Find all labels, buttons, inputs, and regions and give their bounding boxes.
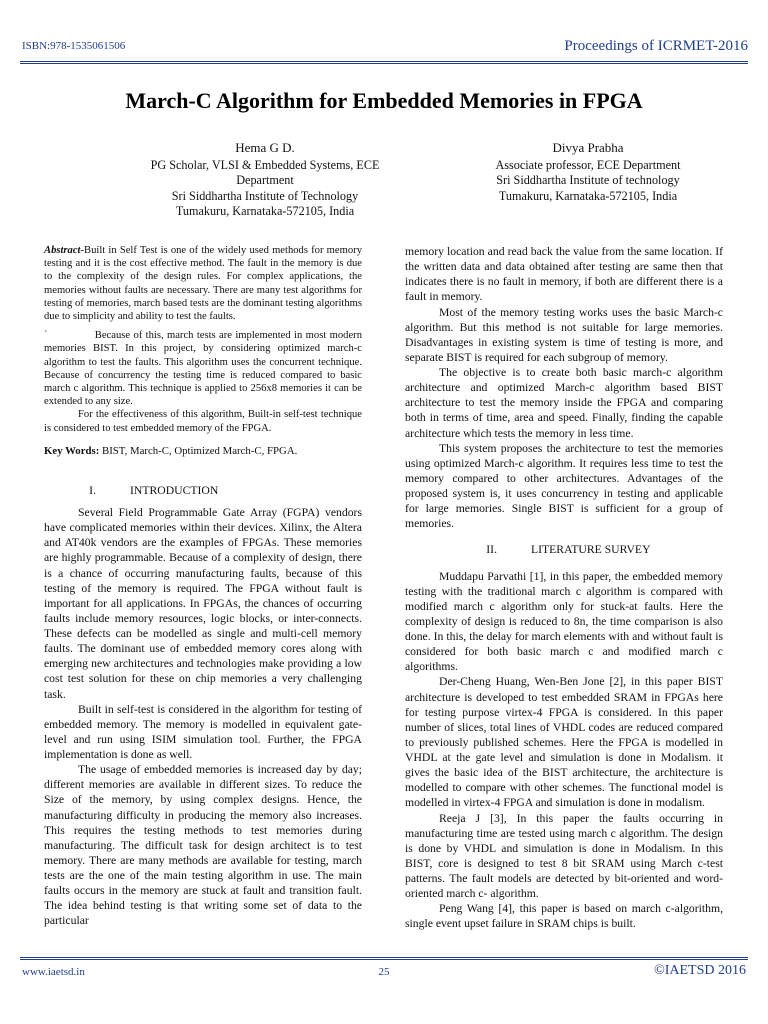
isbn-text: ISBN:978-1535061506 xyxy=(22,40,126,52)
abstract-paragraph: ` Because of this, march tests are implemented in most modern memories BIST. In this project, by considering optimized march-c algorithm to test the faults. This algorithm uses the concurrent technique. Because of concurrency the testing time is reduced compared to basic march c algorithm. This technique is applied to 256x8 memories it can be extended to any size. xyxy=(44,330,365,408)
author-affiliation-line: Department xyxy=(236,173,294,188)
paper-title: March-C Algorithm for Embedded Memories in FPGA xyxy=(125,88,643,113)
body-paragraph: Several Field Programmable Gate Array (FGPA) vendors have complicated memories within their devices. Xilinx, the Altera and AT40k vendors are the examples of FPGAs. These memories are highly programmable. Because of a complexity of design, there is a chance of occurring manufacturing faults, because of this testing of the memory is required. The FPGA without fault is important for all applications. In FPGAs, the chances of occurring faults include memory resources, logic blocks, or inter-connects. These defects can be modelled as single and multi-cell memory faults. The dominant use of embedded memory cores along with emerging new architectures and technologies make providing a low cost test solution for these on chip memories a very challenging task. xyxy=(44,506,362,701)
copyright-text: ©IAETSD 2016 xyxy=(654,963,746,978)
author-affiliation-line: PG Scholar, VLSI & Embedded Systems, ECE xyxy=(150,157,380,172)
body-paragraph: Built in self-test is considered in the algorithm for testing of embedded memory. The memory is modelled in equivalent gate-level and run using ISIM simulation tool. Further, the FPGA implementation is done as well. xyxy=(44,702,362,762)
section-number: I. xyxy=(89,483,96,497)
author-affiliation-line: Sri Siddhartha Institute of Technology xyxy=(171,188,359,203)
body-paragraph: Der-Cheng Huang, Wen-Ben Jone [2], in this paper BIST architecture is developed to test embedded SRAM in FPGAs here for testing purpose virtex-4 FPGA is considered. In this paper number of slices, total lines of VHDL codes are reduced compared to previously published schemes. Here the FPGA is modelled in VHDL at the gate level and simulation is done in Modalism. it gives the basic idea of the BIST architecture, the architecture is modelled to compare with other schemes. The functional model is modelled in virtex-4 FPGA and simulation is done in modalism. xyxy=(405,675,723,810)
abstract-label: Abstract- xyxy=(44,245,85,256)
body-paragraph: memory location and read back the value from the same location. If the written data and data obtained after testing are same then that indicates there is no fault in memory, if both are different there is a fault in memory. xyxy=(405,245,723,304)
section-number: II. xyxy=(486,543,497,557)
keywords xyxy=(44,444,362,459)
author-affiliation-line: Tumakuru, Karnataka-572105, India xyxy=(175,204,355,219)
body-paragraph: Muddapu Parvathi [1], in this paper, the embedded memory testing with the traditional march c algorithm is compared with modified march c algorithm only for stuck-at faults. Here the complexity of design is reduced to 8n, the time comparison is also done. In this, the delay for march elements with and without fault is considered for both basic march c and modified march c algorithms. xyxy=(405,569,723,674)
author-name: Divya Prabha xyxy=(552,140,624,155)
author-block-2 xyxy=(428,140,748,204)
section-heading-literature-survey xyxy=(405,542,723,557)
footer-rule xyxy=(20,957,748,960)
keywords-label: Key Words: xyxy=(44,444,100,457)
body-paragraph: This system proposes the architecture to test the memories using optimized March-c algorithm. It requires less time to test the memory compared to other architectures. Advantages of the proposed system is, it uses concurrency in testing and applicable for large memories. Single BIST is sufficient for a group of memories. xyxy=(405,441,723,531)
body-paragraph: Reeja J [3], In this paper the faults occurring in manufacturing time are tested using march c algorithm. The design is done by VHDL and simulation is done in Modalism. In this BIST, core is designed to test 8 bit SRAM using March c-test patterns. The fault models are detected by bit-oriented and word-oriented march c- algorithm. xyxy=(405,811,723,901)
right-column xyxy=(405,244,723,932)
section-title: LITERATURE SURVEY xyxy=(531,543,651,557)
abstract-paragraph xyxy=(44,244,362,323)
website-link[interactable]: www.iaetsd.in xyxy=(22,966,85,978)
author-affiliation-line: Sri Siddhartha Institute of technology xyxy=(496,173,680,188)
abstract-paragraph: For the effectiveness of this algorithm, Built-in self-test technique is considered to test embedded memory of the FPGA. xyxy=(44,409,362,434)
section-title: INTRODUCTION xyxy=(130,483,219,497)
body-paragraph: Most of the memory testing works uses the basic March-c algorithm. But this method is not suitable for large memories. Disadvantages in existing system is time of testing is more, and separate BIST is required for each subgroup of memory. xyxy=(405,305,723,364)
abstract-text: Built in Self Test is one of the widely used methods for memory testing and it is the cost effective method. The fault in the memory is due to the complexity of the design rules. For complex applications, the memories without faults are necessary. There are many test algorithms for testing of memories, march based tests are the dominant testing algorithms due to simplicity and ability to test the faults. xyxy=(44,245,362,323)
author-block-1 xyxy=(100,140,430,220)
body-paragraph: The objective is to create both basic march-c algorithm architecture and optimized March-c algorithm based BIST architecture to test the memory inside the FPGA and comparing both in terms of time, area and speed. Finally, finding the capable architecture which tests the memory in less time. xyxy=(405,366,723,440)
left-column xyxy=(44,244,365,929)
author-affiliation-line: Tumakuru, Karnataka-572105, India xyxy=(498,188,678,203)
author-affiliation-line: Associate professor, ECE Department xyxy=(495,157,681,172)
proceedings-title: Proceedings of ICRMET-2016 xyxy=(564,38,748,54)
author-name: Hema G D. xyxy=(235,140,295,155)
keywords-text: BIST, March-C, Optimized March-C, FPGA. xyxy=(99,444,298,457)
body-paragraph: Peng Wang [4], this paper is based on march c-algorithm, single event upset failure in SRAM chips is built. xyxy=(405,902,723,931)
body-paragraph: The usage of embedded memories is increased day by day; different memories are available in different sizes. To reduce the Size of the memory, by using complex designs. Hence, the manufacturing difficulty in producing the memory also increases. This requires the testing methods to test memories during manufacturing. The difficult task for design architect is to test memory. There are many methods are available for testing, march tests are the one of the main testing algorithm in use. The main faults occurs in the memory are stuck at fault and transition fault. The idea behind testing is that writing some set of data to the particular xyxy=(44,763,362,928)
page-number: 25 xyxy=(378,966,390,978)
section-heading-introduction xyxy=(44,483,362,498)
header-rule xyxy=(20,61,748,64)
